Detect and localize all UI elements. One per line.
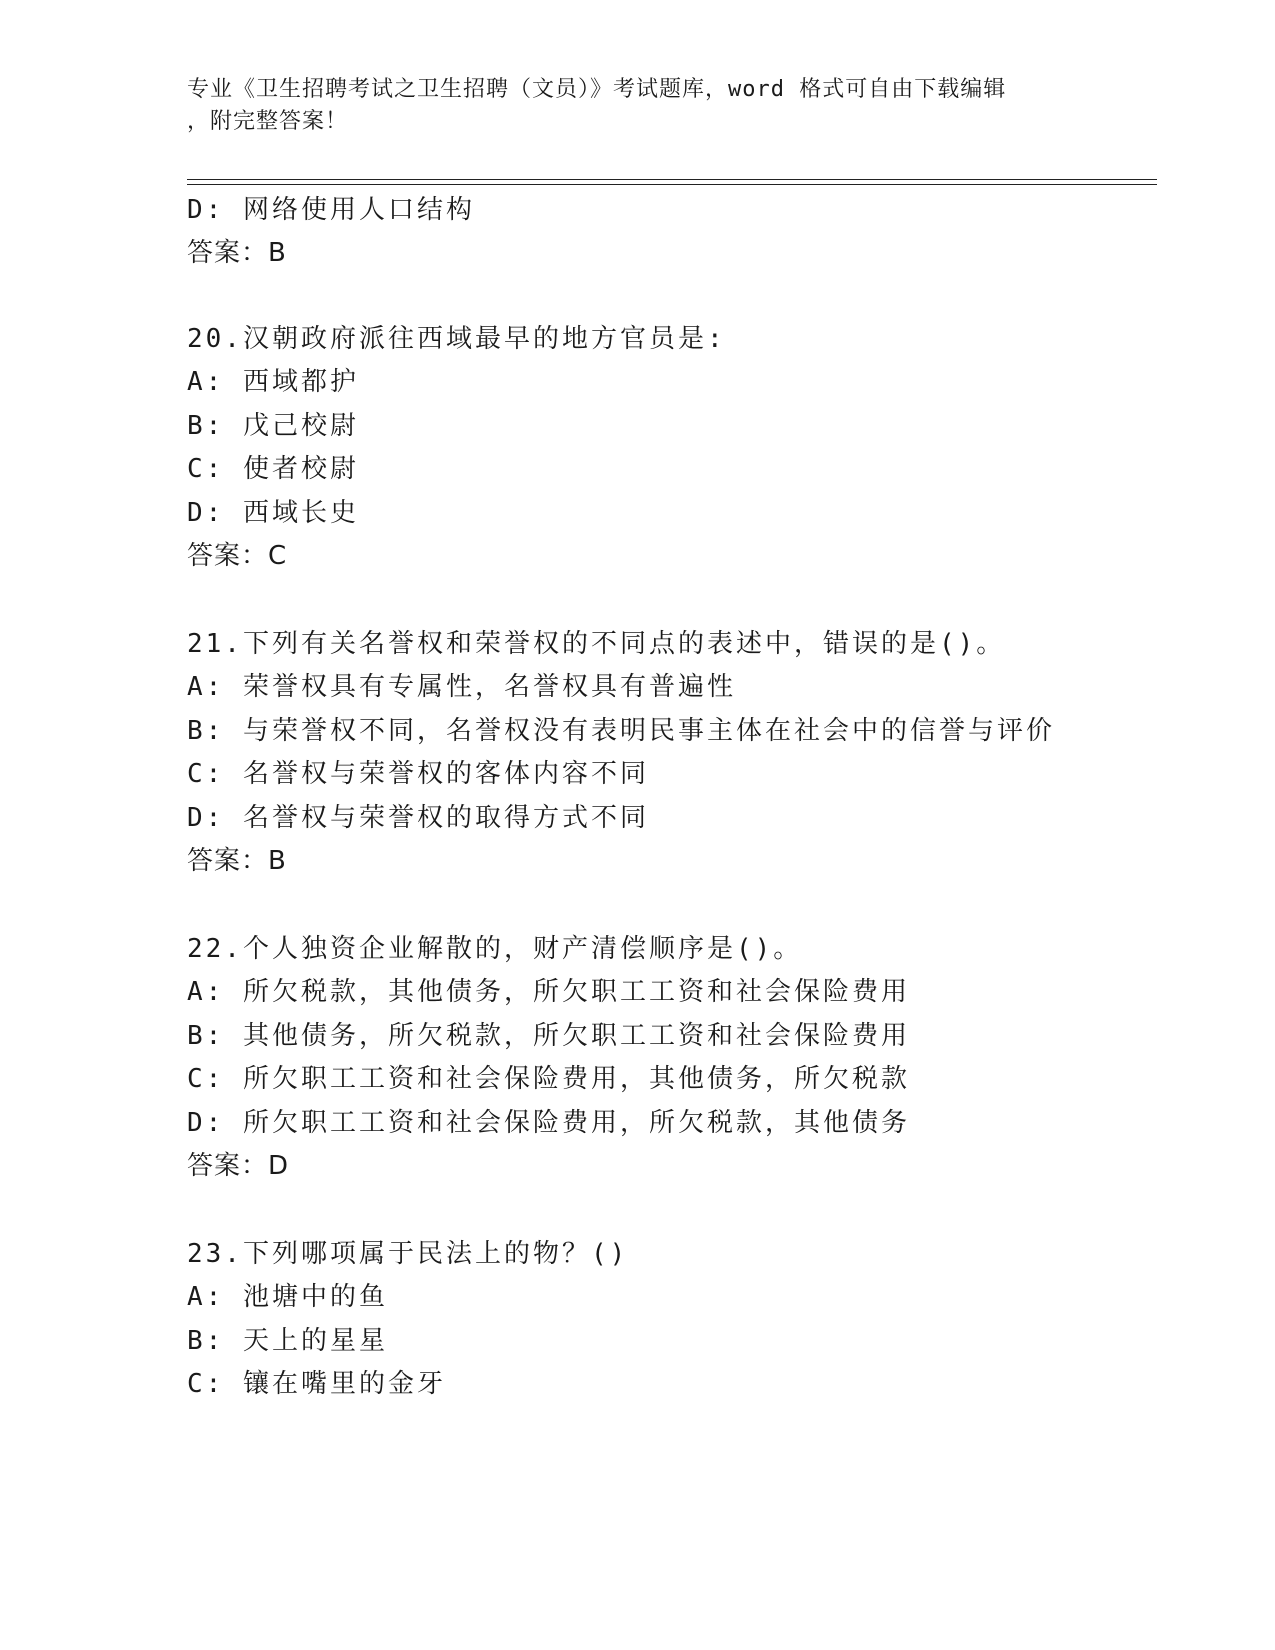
question-22-option-a: A: 所欠税款，其他债务，所欠职工工资和社会保险费用	[187, 977, 910, 1007]
question-21-stem: 21.下列有关名誉权和荣誉权的不同点的表述中，错误的是()。	[187, 629, 1006, 659]
question-23-stem: 23.下列哪项属于民法上的物？()	[187, 1239, 629, 1269]
question-21-option-b: B: 与荣誉权不同，名誉权没有表明民事主体在社会中的信誉与评价	[187, 716, 1055, 746]
question-23-option-a: A: 池塘中的鱼	[187, 1282, 388, 1312]
question-21-option-a: A: 荣誉权具有专属性，名誉权具有普遍性	[187, 672, 736, 702]
question-22-option-d: D: 所欠职工工资和社会保险费用，所欠税款，其他债务	[187, 1108, 910, 1138]
question-22-option-c: C: 所欠职工工资和社会保险费用，其他债务，所欠税款	[187, 1064, 910, 1094]
header-line-2: ，附完整答案！	[187, 109, 349, 134]
question-20-option-c: C: 使者校尉	[187, 454, 359, 484]
header-line-1: 专业《卫生招聘考试之卫生招聘（文员）》考试题库，word 格式可自由下载编辑	[187, 77, 1007, 102]
question-23-option-c: C: 镶在嘴里的金牙	[187, 1369, 446, 1399]
question-22-answer: 答案：D	[187, 1151, 290, 1181]
prev-option-d: D: 网络使用人口结构	[187, 195, 475, 225]
question-20-stem: 20.汉朝政府派往西域最早的地方官员是:	[187, 324, 726, 354]
question-20-answer: 答案：C	[187, 541, 288, 571]
question-22-stem: 22.个人独资企业解散的，财产清偿顺序是()。	[187, 934, 803, 964]
question-21-answer: 答案：B	[187, 846, 287, 876]
question-21-option-d: D: 名誉权与荣誉权的取得方式不同	[187, 803, 649, 833]
question-20-option-b: B: 戊己校尉	[187, 411, 359, 441]
document-header	[187, 74, 1067, 138]
prev-answer: 答案：B	[187, 238, 287, 268]
question-20-option-a: A: 西域都护	[187, 367, 359, 397]
header-divider-top	[187, 179, 1157, 180]
question-20-option-d: D: 西域长史	[187, 498, 359, 528]
question-22-option-b: B: 其他债务，所欠税款，所欠职工工资和社会保险费用	[187, 1021, 910, 1051]
question-23-option-b: B: 天上的星星	[187, 1326, 388, 1356]
question-21-option-c: C: 名誉权与荣誉权的客体内容不同	[187, 759, 649, 789]
header-divider-bottom	[187, 184, 1157, 185]
